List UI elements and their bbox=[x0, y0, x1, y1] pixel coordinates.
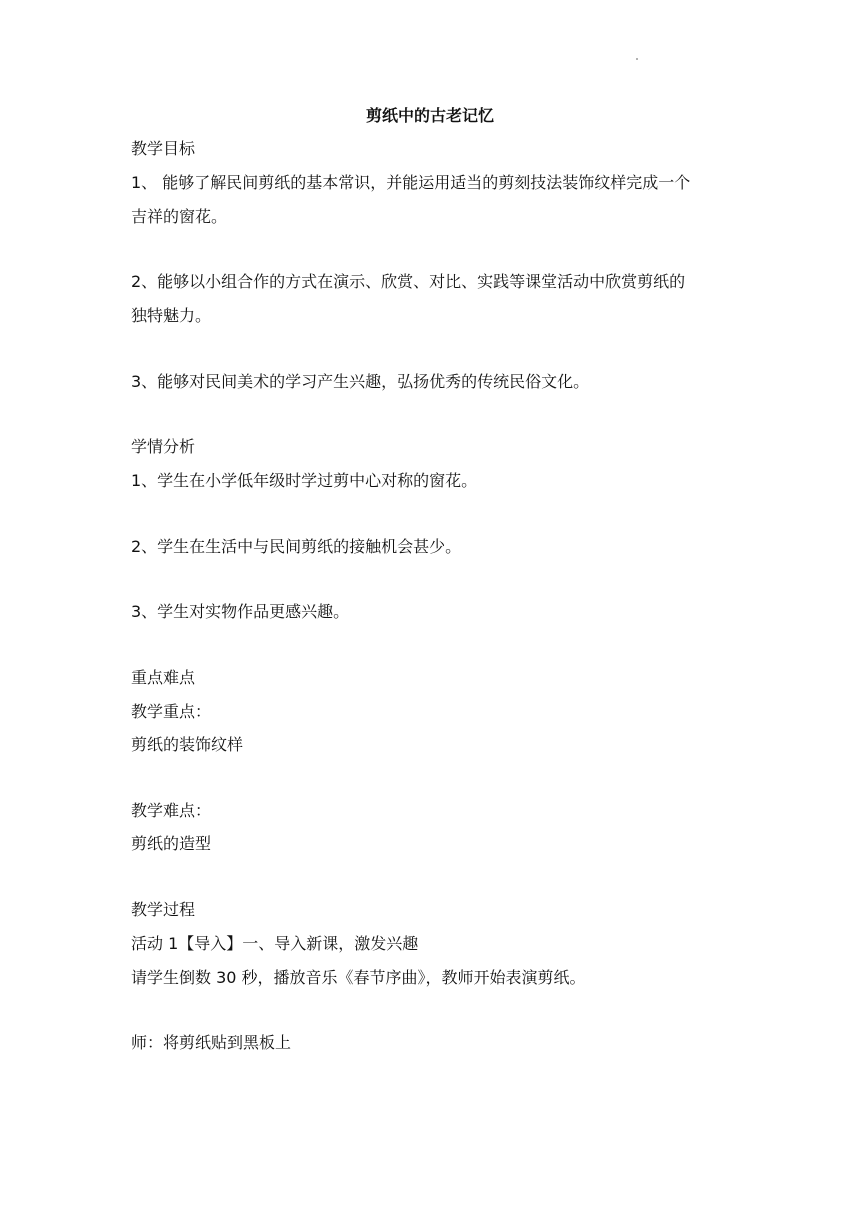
analysis-item-3: 3、学生对实物作品更感兴趣。 bbox=[131, 602, 350, 621]
teacher-note: 师：将剪纸贴到黑板上 bbox=[131, 1033, 292, 1052]
analysis-item-2: 2、学生在生活中与民间剪纸的接触机会甚少。 bbox=[131, 537, 462, 556]
difficulty-label: 教学难点： bbox=[131, 801, 212, 820]
process-heading: 教学过程 bbox=[131, 900, 196, 919]
objective-item-2-line-1: 2、能够以小组合作的方式在演示、欣赏、对比、实践等课堂活动中欣赏剪纸的 bbox=[131, 272, 686, 291]
objective-item-2-line-2: 独特魅力。 bbox=[131, 306, 212, 325]
objective-item-3: 3、能够对民间美术的学习产生兴趣，弘扬优秀的传统民俗文化。 bbox=[131, 372, 590, 391]
focus-value: 剪纸的装饰纹样 bbox=[131, 735, 244, 754]
analysis-heading: 学情分析 bbox=[131, 437, 196, 456]
activity-1-description: 请学生倒数 30 秒，播放音乐《春节序曲》，教师开始表演剪纸。 bbox=[131, 968, 586, 987]
objectives-heading: 教学目标 bbox=[131, 139, 196, 158]
page-dot bbox=[636, 58, 638, 60]
activity-1-title: 活动 1【导入】一、导入新课，激发兴趣 bbox=[131, 934, 419, 953]
difficulty-value: 剪纸的造型 bbox=[131, 834, 212, 853]
analysis-item-1: 1、学生在小学低年级时学过剪中心对称的窗花。 bbox=[131, 471, 478, 490]
objective-item-1-line-2: 吉祥的窗花。 bbox=[131, 207, 228, 226]
document-title: 剪纸中的古老记忆 bbox=[365, 106, 494, 125]
objective-item-1-line-1: 1、 能够了解民间剪纸的基本常识，并能运用适当的剪刻技法装饰纹样完成一个 bbox=[131, 173, 691, 192]
focus-label: 教学重点： bbox=[131, 702, 212, 721]
key-points-heading: 重点难点 bbox=[131, 668, 196, 687]
